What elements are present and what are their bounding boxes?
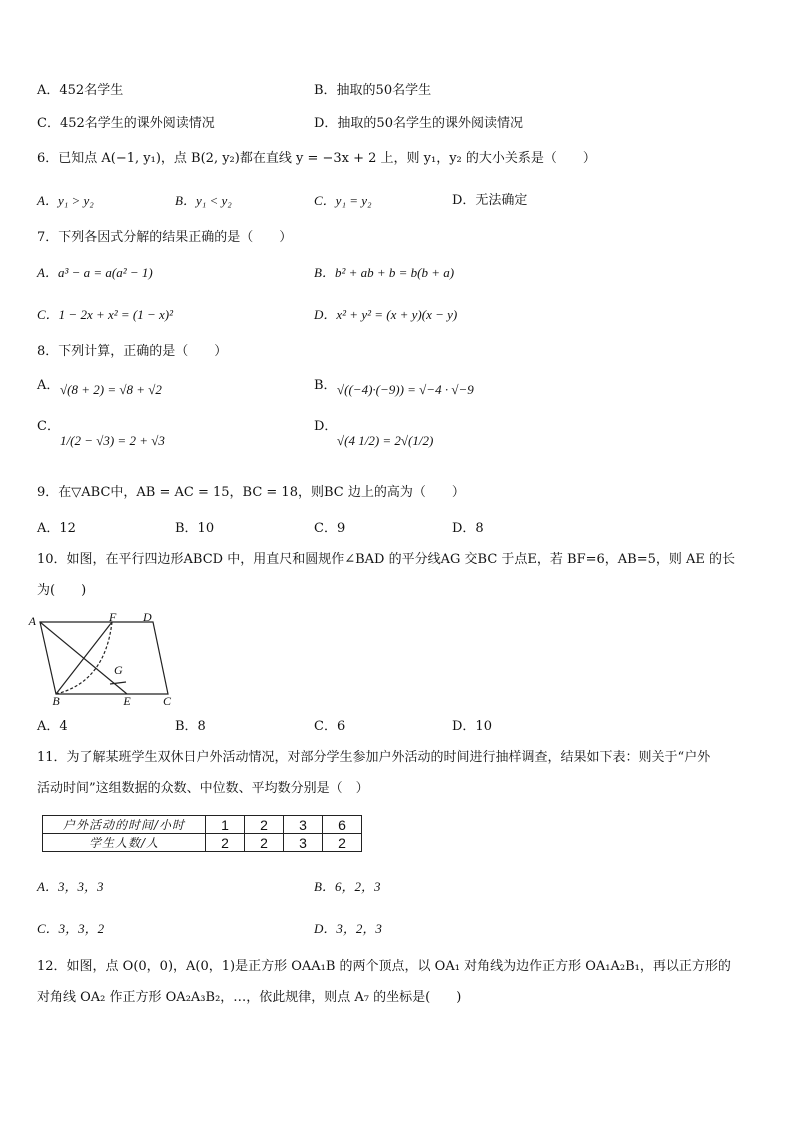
table-cell: 2 [206, 834, 245, 852]
q10-option-d: D．10 [452, 719, 492, 734]
q11-option-d: D．3，2，3 [314, 921, 382, 936]
q7-option-d: D．x² + y² = (x + y)(x − y) [314, 307, 458, 322]
parallelogram-figure [30, 612, 180, 707]
label-c: C [163, 694, 172, 708]
table-cell: 2 [323, 834, 362, 852]
q6-stem: 6．已知点 A(−1, y₁)，点 B(2, y₂)都在直线 y = −3x + 2 上，则 y₁，y₂ 的大小关系是（ ） [37, 151, 596, 166]
q11-option-c: C．3，3，2 [37, 921, 105, 936]
q8-label-a: A． [37, 378, 60, 393]
q8-label-c: C． [37, 419, 60, 434]
q10-option-c: C．6 [314, 719, 346, 734]
q7-stem: 7．下列各因式分解的结果正确的是（ ） [37, 230, 293, 245]
q11-option-a: A．3，3，3 [37, 879, 104, 894]
label-a: A [28, 614, 36, 628]
q9-option-b: B．10 [175, 521, 215, 536]
table-header-hours: 户外活动的时间/小时 [43, 816, 206, 834]
table-cell: 3 [284, 816, 323, 834]
q5-option-c: C．452名学生的课外阅读情况 [37, 116, 215, 131]
q11-option-b: B．6，2，3 [314, 879, 381, 894]
label-e: E [123, 694, 131, 708]
q8-stem: 8．下列计算，正确的是（ ） [37, 344, 228, 359]
q5-option-a: A．452名学生 [37, 83, 124, 98]
activity-table [42, 815, 362, 852]
q7-option-c: C．1 − 2x + x² = (1 − x)² [37, 307, 174, 322]
table-cell: 2 [245, 834, 284, 852]
q8-option-a: √(8 + 2) = √8 + √2 [60, 382, 162, 397]
label-g: G [114, 663, 123, 677]
label-d: D [143, 610, 152, 624]
q10-option-b: B．8 [175, 719, 206, 734]
q12-stem-line2: 对角线 OA₂ 作正方形 OA₂A₃B₂，…，依此规律，则点 A₇ 的坐标是( ) [37, 990, 462, 1005]
q6-option-b: B．y₁ < y₂ [175, 193, 232, 208]
q5-option-d: D．抽取的50名学生的课外阅读情况 [314, 116, 523, 131]
q10-option-a: A．4 [37, 719, 68, 734]
q10-stem-line1: 10．如图，在平行四边形ABCD 中，用直尺和圆规作∠BAD 的平分线AG 交BC 于点E，若 BF=6，AB=5，则 AE 的长 [37, 552, 736, 567]
q9-option-c: C．9 [314, 521, 346, 536]
q11-stem-line1: 11．为了解某班学生双休日户外活动情况，对部分学生参加户外活动的时间进行抽样调查，结果如下表：则关于“户外 [37, 750, 711, 765]
q11-stem-line2: 活动时间”这组数据的众数、中位数、平均数分别是（ ） [37, 781, 369, 796]
q8-label-d: D． [314, 419, 338, 434]
q10-stem-line2: 为( ) [37, 583, 87, 598]
q8-option-c: 1/(2 − √3) = 2 + √3 [60, 433, 165, 448]
table-cell: 3 [284, 834, 323, 852]
label-f: F [109, 610, 117, 624]
table-cell: 1 [206, 816, 245, 834]
q8-option-b: √((−4)·(−9)) = √−4 · √−9 [337, 382, 474, 397]
q9-stem: 9．在▽ABC中，AB = AC = 15，BC = 18，则BC 边上的高为（ ） [37, 485, 465, 500]
q7-option-a: A．a³ − a = a(a² − 1) [37, 265, 153, 280]
q5-option-b: B．抽取的50名学生 [314, 83, 432, 98]
label-b: B [52, 694, 60, 708]
q12-stem-line1: 12．如图，点 O(0，0)，A(0，1)是正方形 OAA₁B 的两个顶点，以 OA₁ 对角线为边作正方形 OA₁A₂B₁，再以正方形的 [37, 959, 731, 974]
q9-option-a: A．12 [37, 521, 76, 536]
q9-option-d: D．8 [452, 521, 484, 536]
table-header-students: 学生人数/人 [43, 834, 206, 852]
q6-option-a: A．y₁ > y₂ [37, 193, 94, 208]
q8-option-d: √(4 1/2) = 2√(1/2) [337, 433, 434, 448]
q6-option-c: C．y₁ = y₂ [314, 193, 372, 208]
q7-option-b: B．b² + ab + b = b(b + a) [314, 265, 455, 280]
table-cell: 6 [323, 816, 362, 834]
q8-label-b: B． [314, 378, 337, 393]
line-bf [56, 622, 112, 694]
q6-option-d: D．无法确定 [452, 193, 528, 208]
table-row [43, 834, 362, 852]
table-row [43, 816, 362, 834]
table-cell: 2 [245, 816, 284, 834]
